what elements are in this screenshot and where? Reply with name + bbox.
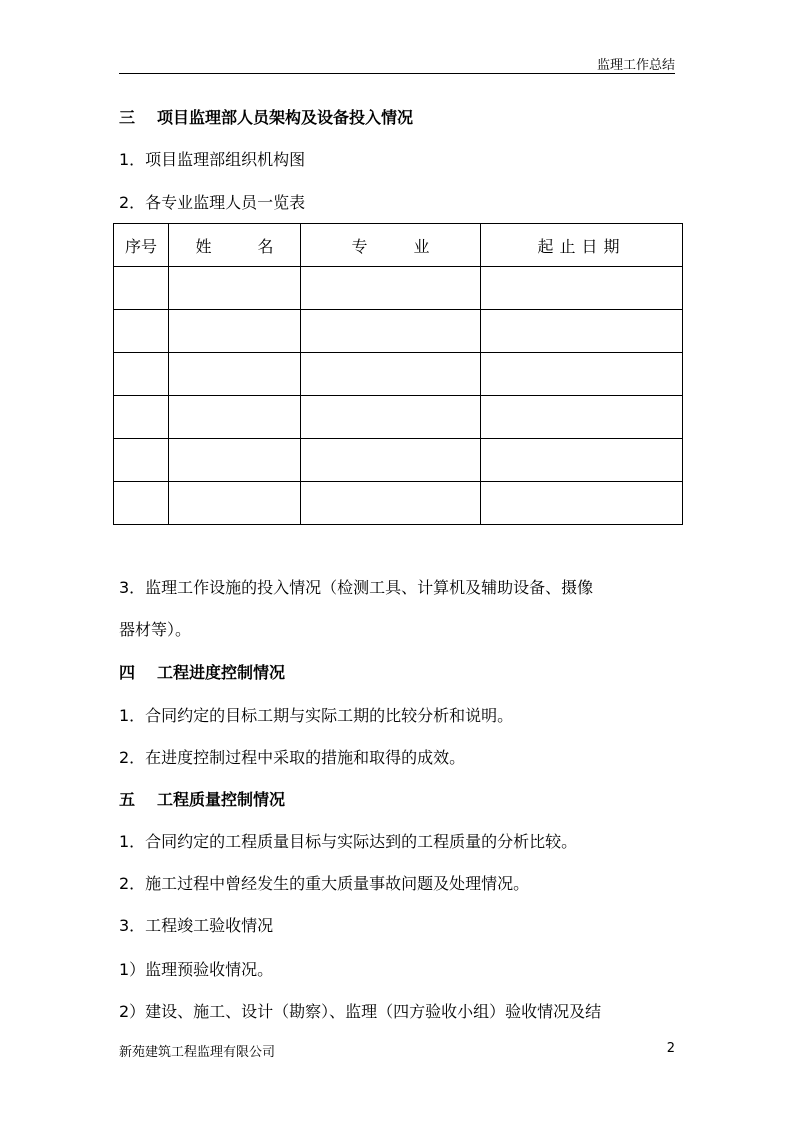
section-3-item-2: 2．各专业监理人员一览表 xyxy=(119,193,306,212)
table-row xyxy=(114,353,683,396)
col-name-header: 姓 名 xyxy=(169,224,301,267)
section-5-item-1: 1．合同约定的工程质量目标与实际达到的工程质量的分析比较。 xyxy=(119,832,578,851)
section-5-sub-2: 2）建设、施工、设计（勘察）、监理（四方验收小组）验收情况及结 xyxy=(119,1002,602,1021)
section-3-item-3-line-2: 器材等）。 xyxy=(119,620,192,639)
section-5-item-2: 2．施工过程中曾经发生的重大质量事故问题及处理情况。 xyxy=(119,874,530,893)
table-cell xyxy=(169,310,301,353)
table-cell xyxy=(481,482,683,525)
section-5-heading xyxy=(119,789,285,811)
section-4-item-1: 1．合同约定的目标工期与实际工期的比较分析和说明。 xyxy=(119,706,514,725)
table-row xyxy=(114,310,683,353)
table-cell xyxy=(114,439,169,482)
table-cell xyxy=(169,482,301,525)
section-3-heading xyxy=(119,107,413,129)
section-5-number: 五 xyxy=(119,790,136,809)
section-5-item-3: 3．工程竣工验收情况 xyxy=(119,916,274,935)
table-cell xyxy=(114,482,169,525)
table-cell xyxy=(114,353,169,396)
table-cell xyxy=(301,310,481,353)
page-number: 2 xyxy=(666,1041,675,1056)
section-3-title: 项目监理部人员架构及设备投入情况 xyxy=(157,108,414,127)
table-cell xyxy=(169,396,301,439)
table-cell xyxy=(114,267,169,310)
section-4-title: 工程进度控制情况 xyxy=(157,663,286,682)
section-4-item-2: 2．在进度控制过程中采取的措施和取得的成效。 xyxy=(119,748,466,767)
table-header-row xyxy=(114,224,683,267)
table-cell xyxy=(169,439,301,482)
col-major-header: 专 业 xyxy=(301,224,481,267)
table-cell xyxy=(481,353,683,396)
section-5-title: 工程质量控制情况 xyxy=(157,790,286,809)
table-cell xyxy=(301,396,481,439)
footer-company: 新苑建筑工程监理有限公司 xyxy=(119,1045,276,1060)
table-row xyxy=(114,396,683,439)
table-cell xyxy=(114,310,169,353)
section-3-item-1: 1．项目监理部组织机构图 xyxy=(119,150,306,169)
header-rule xyxy=(119,73,675,74)
section-4-number: 四 xyxy=(119,663,136,682)
staff-table xyxy=(113,223,683,525)
table-row xyxy=(114,439,683,482)
section-3-number: 三 xyxy=(119,108,136,127)
col-seq-header: 序号 xyxy=(114,224,169,267)
table-cell xyxy=(169,353,301,396)
table-cell xyxy=(481,310,683,353)
table-cell xyxy=(301,353,481,396)
table-cell xyxy=(169,267,301,310)
section-5-sub-1: 1）监理预验收情况。 xyxy=(119,960,274,979)
table-cell xyxy=(301,482,481,525)
table-cell xyxy=(301,267,481,310)
table-row xyxy=(114,482,683,525)
col-date-header: 起止日期 xyxy=(481,224,683,267)
table-cell xyxy=(481,439,683,482)
table-row xyxy=(114,267,683,310)
table-cell xyxy=(301,439,481,482)
table-cell xyxy=(114,396,169,439)
table-cell xyxy=(481,396,683,439)
section-3-item-3-line-1: 3．监理工作设施的投入情况（检测工具、计算机及辅助设备、摄像 xyxy=(119,578,594,597)
section-4-heading xyxy=(119,662,285,684)
running-header: 监理工作总结 xyxy=(596,58,675,73)
table-cell xyxy=(481,267,683,310)
